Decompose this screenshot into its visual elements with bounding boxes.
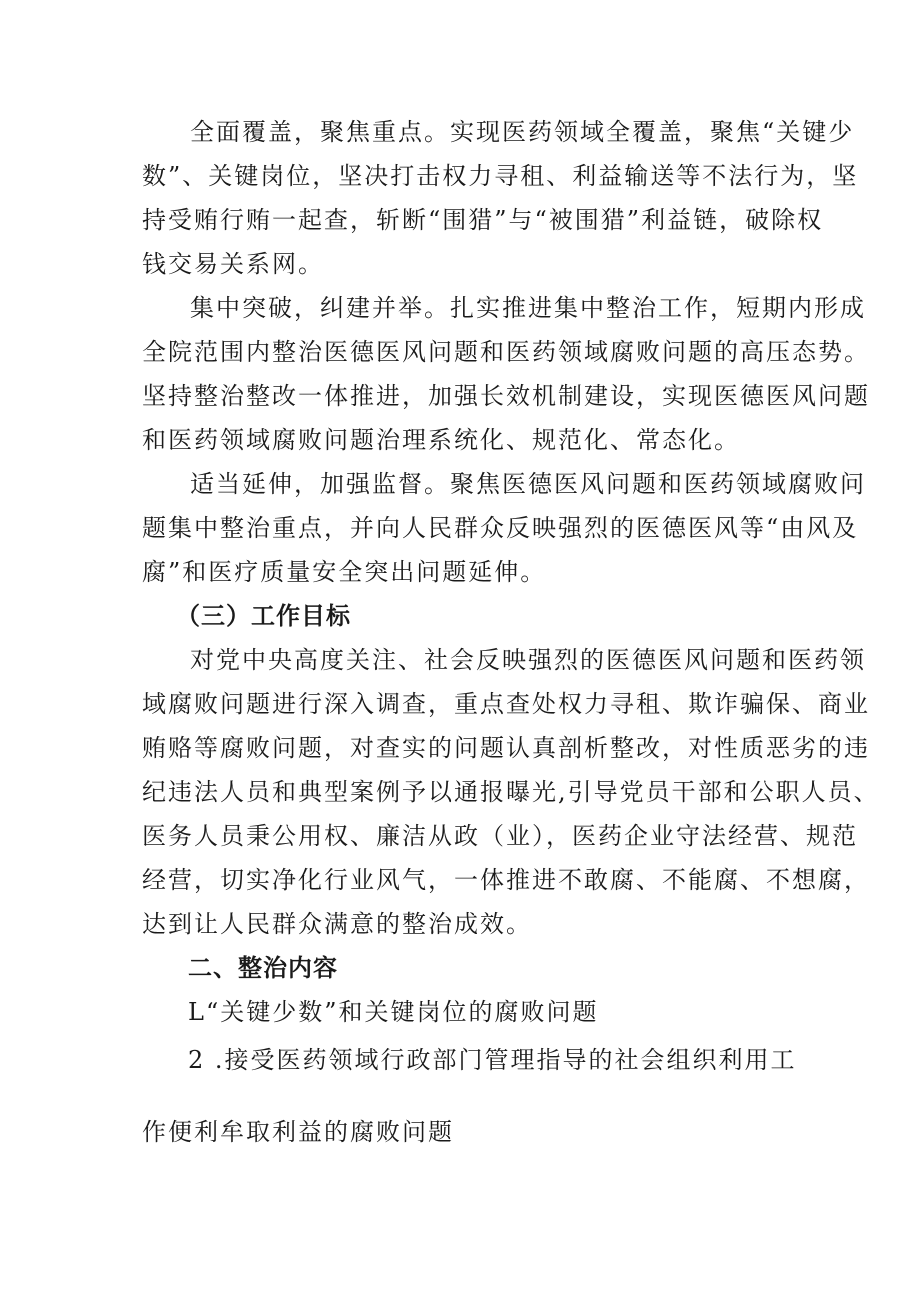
- paragraph-4-line-7: 达到让人民群众满意的整治成效。: [142, 910, 532, 938]
- paragraph-2-line-2: 全院范围内整治医德医风问题和医药领域腐败问题的高压态势。: [142, 338, 870, 366]
- paragraph-2-line-4: 和医药领域腐败问题治理系统化、规范化、常态化。: [142, 426, 740, 454]
- paragraph-1-line-3: 持受贿行贿一起查，斩断“围猎”与“被围猎”利益链，破除权: [142, 206, 824, 234]
- paragraph-1-line-2: 数”、关键岗位，坚决打击权力寻租、利益输送等不法行为，坚: [142, 162, 859, 190]
- paragraph-3-line-2: 题集中整治重点，并向人民群众反映强烈的医德医风等“由风及: [142, 514, 859, 542]
- list-item-2: 2 .接受医药领域行政部门管理指导的社会组织利用工: [188, 1046, 797, 1074]
- paragraph-1-line-1: 全面覆盖，聚焦重点。实现医药领域全覆盖，聚焦“关键少: [190, 118, 855, 146]
- paragraph-4-line-1: 对党中央高度关注、社会反映强烈的医德医风问题和医药领: [190, 646, 866, 674]
- paragraph-4-line-5: 医务人员秉公用权、廉洁从政（业），医药企业守法经营、规范: [142, 822, 858, 850]
- paragraph-4-line-3: 贿赂等腐败问题，对查实的问题认真剖析整改，对性质恶劣的违: [142, 734, 870, 762]
- paragraph-4-line-4: 纪违法人员和典型案例予以通报曝光,引导党员干部和公职人员、: [142, 778, 880, 806]
- section-heading-work-goals: （三）工作目标: [176, 602, 351, 630]
- paragraph-2-line-3: 坚持整治整改一体推进，加强长效机制建设，实现医德医风问题: [142, 382, 870, 410]
- paragraph-2-line-1: 集中突破，纠建并举。扎实推进集中整治工作，短期内形成: [190, 294, 866, 322]
- paragraph-1-line-4: 钱交易关系网。: [142, 250, 324, 278]
- paragraph-3-line-3: 腐”和医疗质量安全突出问题延伸。: [142, 558, 547, 586]
- paragraph-3-line-1: 适当延伸，加强监督。聚焦医德医风问题和医药领域腐败问: [190, 470, 866, 498]
- paragraph-4-line-2: 域腐败问题进行深入调查，重点查处权力寻租、欺诈骗保、商业: [142, 690, 870, 718]
- list-item-2-continued: 作便利牟取利益的腐败问题: [142, 1118, 454, 1146]
- paragraph-4-line-6: 经营，切实净化行业风气，一体推进不敢腐、不能腐、不想腐，: [142, 866, 870, 894]
- section-heading-rectification-content: 二、整治内容: [188, 954, 338, 982]
- list-item-1: L“关键少数”和关键岗位的腐败问题: [188, 998, 599, 1026]
